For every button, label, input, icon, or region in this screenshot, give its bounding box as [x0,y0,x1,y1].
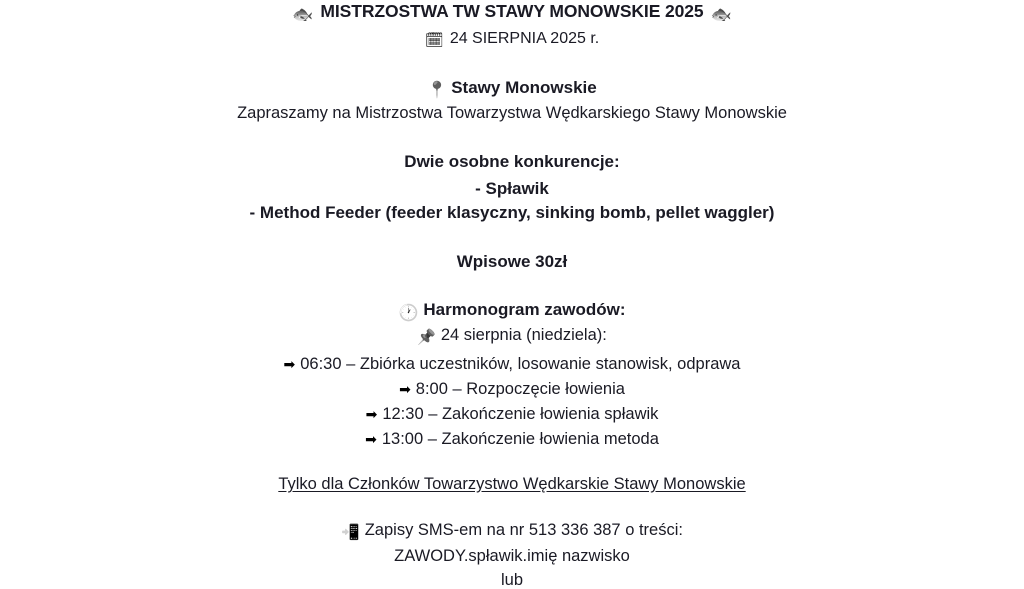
schedule-item [0,377,1024,402]
schedule-item-label: 13:00 – Zakończenie łowienia metoda [381,430,659,448]
location-row [0,79,1024,98]
members-only-row [0,476,1024,493]
pin-icon: 📍 [427,80,448,100]
schedule-item [0,402,1024,427]
event-date-row [0,31,1024,48]
signup-sms-text: Zapisy SMS-em na nr 513 336 387 o treści: [364,521,683,539]
schedule-item [0,352,1024,377]
schedule-item-label: 06:30 – Zbiórka uczestników, losowanie stanowisk, odprawa [300,355,741,373]
signup-message-format: ZAWODY.spławik.imię nazwisko [394,547,630,565]
schedule-item-label: 8:00 – Rozpoczęcie łowienia [415,380,625,398]
schedule-list [0,352,1024,452]
clock-icon: 🕐 [398,302,419,322]
schedule-day: 24 sierpnia (niedziela): [440,326,607,344]
schedule-item-label: 12:30 – Zakończenie łowienia spławik [382,405,659,423]
signup-or-text: lub [500,571,524,589]
calendar-icon: 🗓 [424,31,444,50]
schedule-item [0,427,1024,452]
location-name: Stawy Monowskie [451,78,597,97]
event-title-row [0,3,1024,24]
schedule-heading: Harmonogram zawodów: [423,300,626,319]
page-title: MISTRZOSTWA TW STAWY MONOWSKIE 2025 [320,1,704,21]
invitation-text: Zapraszamy na Mistrzostwa Towarzystwa Wędkarskiego Stawy Monowskie [237,104,787,122]
members-only-text: Tylko dla Członków Towarzystwo Wędkarskie Stawy Monowskie [278,475,746,493]
entry-fee: Wpisowe 30zł [456,252,568,271]
fish-icon-left: 🐟 [292,4,314,25]
schedule-heading-row [0,301,1024,321]
schedule-day-row [0,327,1024,345]
arrow-icon: ➡ [399,381,411,398]
arrow-icon: ➡ [365,406,378,423]
mobile-phone-icon: 📲 [341,523,360,542]
category-item-2: - Method Feeder (feeder klasyczny, sinking bomb, pellet waggler) [249,203,775,222]
event-date: 24 SIERPNIA 2025 r. [449,30,600,47]
pushpin-icon: 📌 [417,328,436,347]
category-item-1: - Spławik [475,179,549,198]
signup-sms-row [0,522,1024,540]
categories-heading: Dwie osobne konkurencje: [404,152,620,171]
arrow-icon: ➡ [365,431,377,448]
arrow-icon: ➡ [283,356,296,373]
fish-icon-right: 🐟 [710,4,732,25]
